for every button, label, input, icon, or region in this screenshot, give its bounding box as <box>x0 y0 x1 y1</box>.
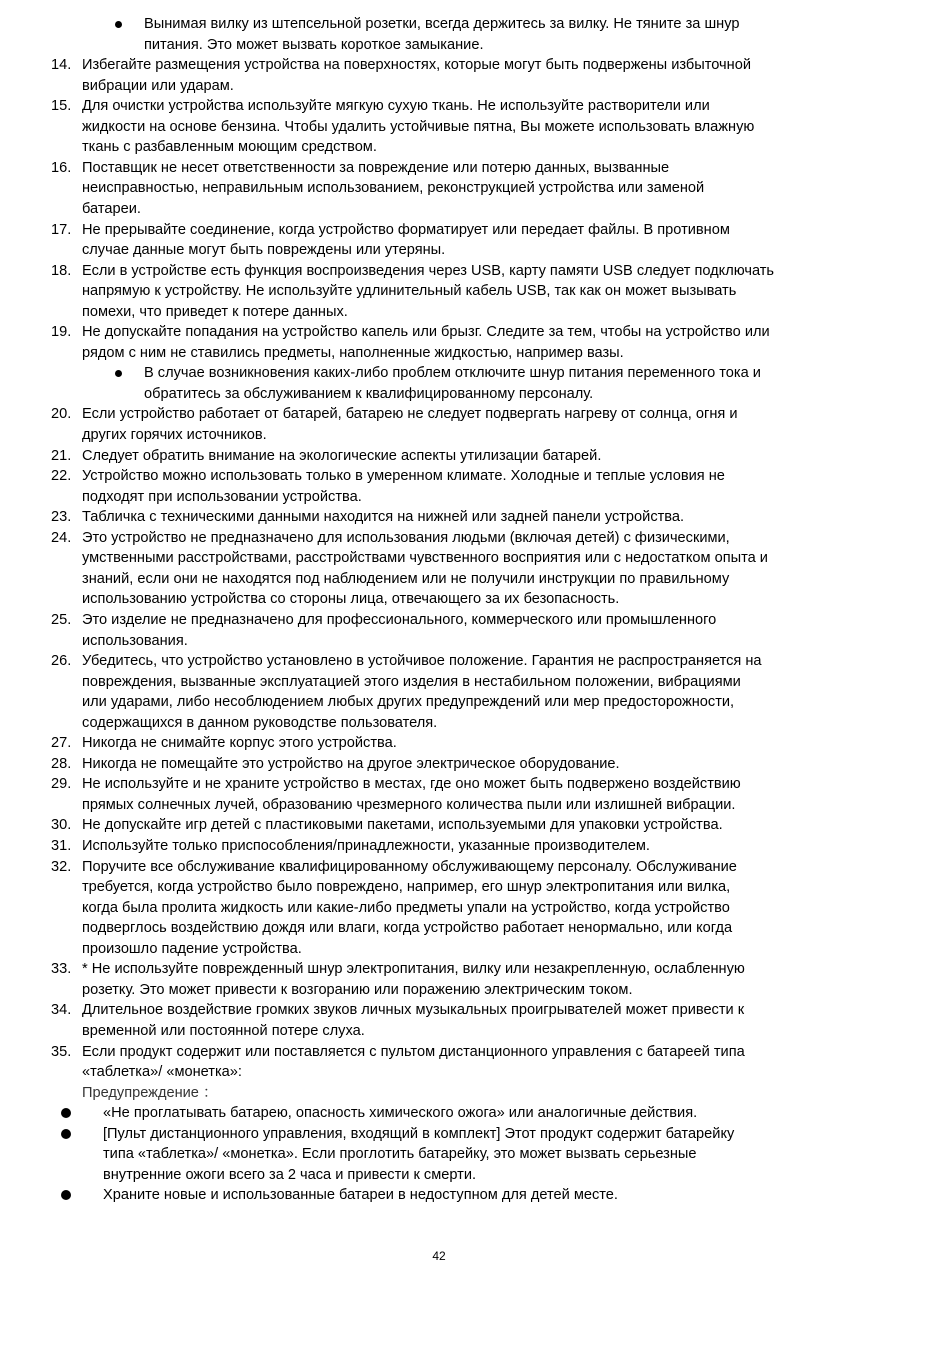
line-text: временной или постоянной потере слуха. <box>82 1022 365 1039</box>
list-number: 18. <box>51 262 72 279</box>
list-number: 34. <box>51 1002 72 1019</box>
line-text: ткань с разбавленным моющим средством. <box>82 139 377 156</box>
line-text: произошло падение устройства. <box>82 940 302 957</box>
line-text: Убедитесь, что устройство установлено в устойчивое положение. Гарантия не распространяется на <box>82 653 762 670</box>
list-number: 19. <box>51 324 72 341</box>
line-text: требуется, когда устройство было повреждено, например, его шнур электропитания или вилка, <box>82 879 731 896</box>
line-text: Никогда не снимайте корпус этого устройства. <box>82 735 397 752</box>
line-text: внутренние ожоги всего за 2 часа и привести к смерти. <box>103 1166 477 1183</box>
bullet-icon <box>61 1190 71 1200</box>
line-text: Никогда не помещайте это устройство на другое электрическое оборудование. <box>82 755 620 772</box>
bullet-icon <box>115 370 122 377</box>
line-text: Это устройство не предназначено для использования людьми (включая детей) с физическими, <box>82 529 730 546</box>
bullet-icon <box>61 1129 71 1139</box>
line-text: Не используйте и не храните устройство в местах, где оно может быть подвержено воздействию <box>82 776 741 793</box>
list-number: 27. <box>51 735 72 752</box>
line-text: повреждения, вызванные эксплуатацией этого изделия в нестабильном положении, вибрациями <box>82 673 741 690</box>
line-text: помехи, что приведет к потере данных. <box>82 303 348 320</box>
list-number: 30. <box>51 817 72 834</box>
list-number: 26. <box>51 653 72 670</box>
list-number: 15. <box>51 98 72 115</box>
list-number: 33. <box>51 961 72 978</box>
line-text: Для очистки устройства используйте мягкую сухую ткань. Не используйте растворители или <box>82 98 710 115</box>
line-text: использованию устройства со стороны лица, отвечающего за их безопасность. <box>82 591 620 608</box>
line-text: Не допускайте попадания на устройство капель или брызг. Следите за тем, чтобы на устройство или <box>82 324 770 341</box>
line-text: использования. <box>82 632 188 649</box>
line-text: типа «таблетка»/ «монетка». Если проглотить батарейку, это может вызвать серьезные <box>103 1146 697 1163</box>
line-text: Поручите все обслуживание квалифицированному обслуживающему персоналу. Обслуживание <box>82 858 737 875</box>
list-number: 21. <box>51 447 72 464</box>
line-text: или ударами, либо несоблюдением любых других предупреждений или мер предосторожности, <box>82 694 735 711</box>
line-text: В случае возникновения каких-либо проблем отключите шнур питания переменного тока и <box>144 365 761 382</box>
line-text: питания. Это может вызвать короткое замыкание. <box>144 36 484 53</box>
page-number: 42 <box>432 1249 446 1263</box>
line-text: Устройство можно использовать только в умеренном климате. Холодные и теплые условия не <box>82 468 725 485</box>
line-text: Избегайте размещения устройства на поверхностях, которые могут быть подвержены избыточной <box>82 57 751 74</box>
line-text: содержащихся в данном руководстве пользователя. <box>82 714 438 731</box>
line-text: Если продукт содержит или поставляется с пультом дистанционного управления с батареей типа <box>82 1043 745 1060</box>
line-text: подверглось воздействию дождя или влаги, когда устройство работает ненормально, или когда <box>82 920 733 937</box>
list-number: 22. <box>51 468 72 485</box>
list-number: 29. <box>51 776 72 793</box>
list-number: 20. <box>51 406 72 423</box>
line-text: Поставщик не несет ответственности за повреждение или потерю данных, вызванные <box>82 159 670 176</box>
list-number: 23. <box>51 509 72 526</box>
line-text: Следует обратить внимание на экологические аспекты утилизации батарей. <box>82 447 602 464</box>
line-text: Длительное воздействие громких звуков личных музыкальных проигрывателей может привести к <box>82 1002 745 1019</box>
list-number: 25. <box>51 611 72 628</box>
line-text: Это изделие не предназначено для профессионального, коммерческого или промышленного <box>82 611 717 628</box>
line-text: обратитесь за обслуживанием к квалифицированному персоналу. <box>144 385 594 402</box>
list-number: 31. <box>51 838 72 854</box>
line-text: [Пульт дистанционного управления, входящий в комплект] Этот продукт содержит батарейку <box>103 1125 735 1142</box>
list-number: 14. <box>51 57 72 74</box>
line-text: Если устройство работает от батарей, батарею не следует подвергать нагреву от солнца, огня и <box>82 406 738 423</box>
list-number: 35. <box>51 1043 72 1060</box>
list-number: 16. <box>51 159 72 176</box>
line-text: Не прерывайте соединение, когда устройство форматирует или передает файлы. В противном <box>82 221 730 238</box>
warning-heading: Предупреждение ： <box>82 1084 218 1101</box>
line-text: Используйте только приспособления/принадлежности, указанные производителем. <box>82 838 650 854</box>
bullet-icon <box>115 21 122 28</box>
list-number: 28. <box>51 755 72 772</box>
line-text: Если в устройстве есть функция воспроизведения через USB, карту памяти USB следует подключать <box>82 262 775 279</box>
list-number: 24. <box>51 529 72 546</box>
line-text: Храните новые и использованные батареи в недоступном для детей месте. <box>103 1187 618 1204</box>
bullet-icon <box>61 1108 71 1118</box>
line-text: «Не проглатывать батарею, опасность химического ожога» или аналогичные действия. <box>103 1105 698 1122</box>
line-text: жидкости на основе бензина. Чтобы удалить устойчивые пятна, Вы можете использовать влажную <box>82 118 755 135</box>
line-text: неисправностью, неправильным использованием, реконструкцией устройства или заменой <box>82 180 705 197</box>
line-text: батареи. <box>82 200 141 217</box>
line-text: Вынимая вилку из штепсельной розетки, всегда держитесь за вилку. Не тяните за шнур <box>144 16 740 32</box>
line-text: розетку. Это может привести к возгоранию или поражению электрическим током. <box>82 981 633 998</box>
line-text: умственными расстройствами, расстройствами чувственного восприятия или с недостатком опыта и <box>82 550 768 567</box>
line-text: подходят при использовании устройства. <box>82 488 362 505</box>
line-text: прямых солнечных лучей, образованию чрезмерного количества пыли или излишней вибрации. <box>82 796 736 813</box>
line-text: вибрации или ударам. <box>82 77 234 94</box>
line-text: Не допускайте игр детей с пластиковыми пакетами, используемыми для упаковки устройства. <box>82 817 723 834</box>
list-number: 32. <box>51 858 72 875</box>
line-text: «таблетка»/ «монетка»: <box>82 1064 242 1081</box>
line-text: случае данные могут быть повреждены или утеряны. <box>82 242 446 259</box>
line-text: * Не используйте поврежденный шнур электропитания, вилку или незакрепленную, ослабленную <box>82 961 745 978</box>
line-text: когда была пролита жидкость или какие-либо предметы упали на устройство, когда устройство <box>82 899 730 916</box>
line-text: рядом с ним не ставились предметы, наполненные жидкостью, например вазы. <box>82 344 624 361</box>
line-text: напрямую к устройству. Не используйте удлинительный кабель USB, так как он может вызывать <box>82 283 737 300</box>
line-text: Табличка с техническими данными находится на нижней или задней панели устройства. <box>82 509 685 526</box>
line-text: знаний, если они не находятся под наблюдением или не получили инструкции по правильному <box>82 570 730 587</box>
list-number: 17. <box>51 221 72 238</box>
line-text: других горячих источников. <box>82 427 267 443</box>
